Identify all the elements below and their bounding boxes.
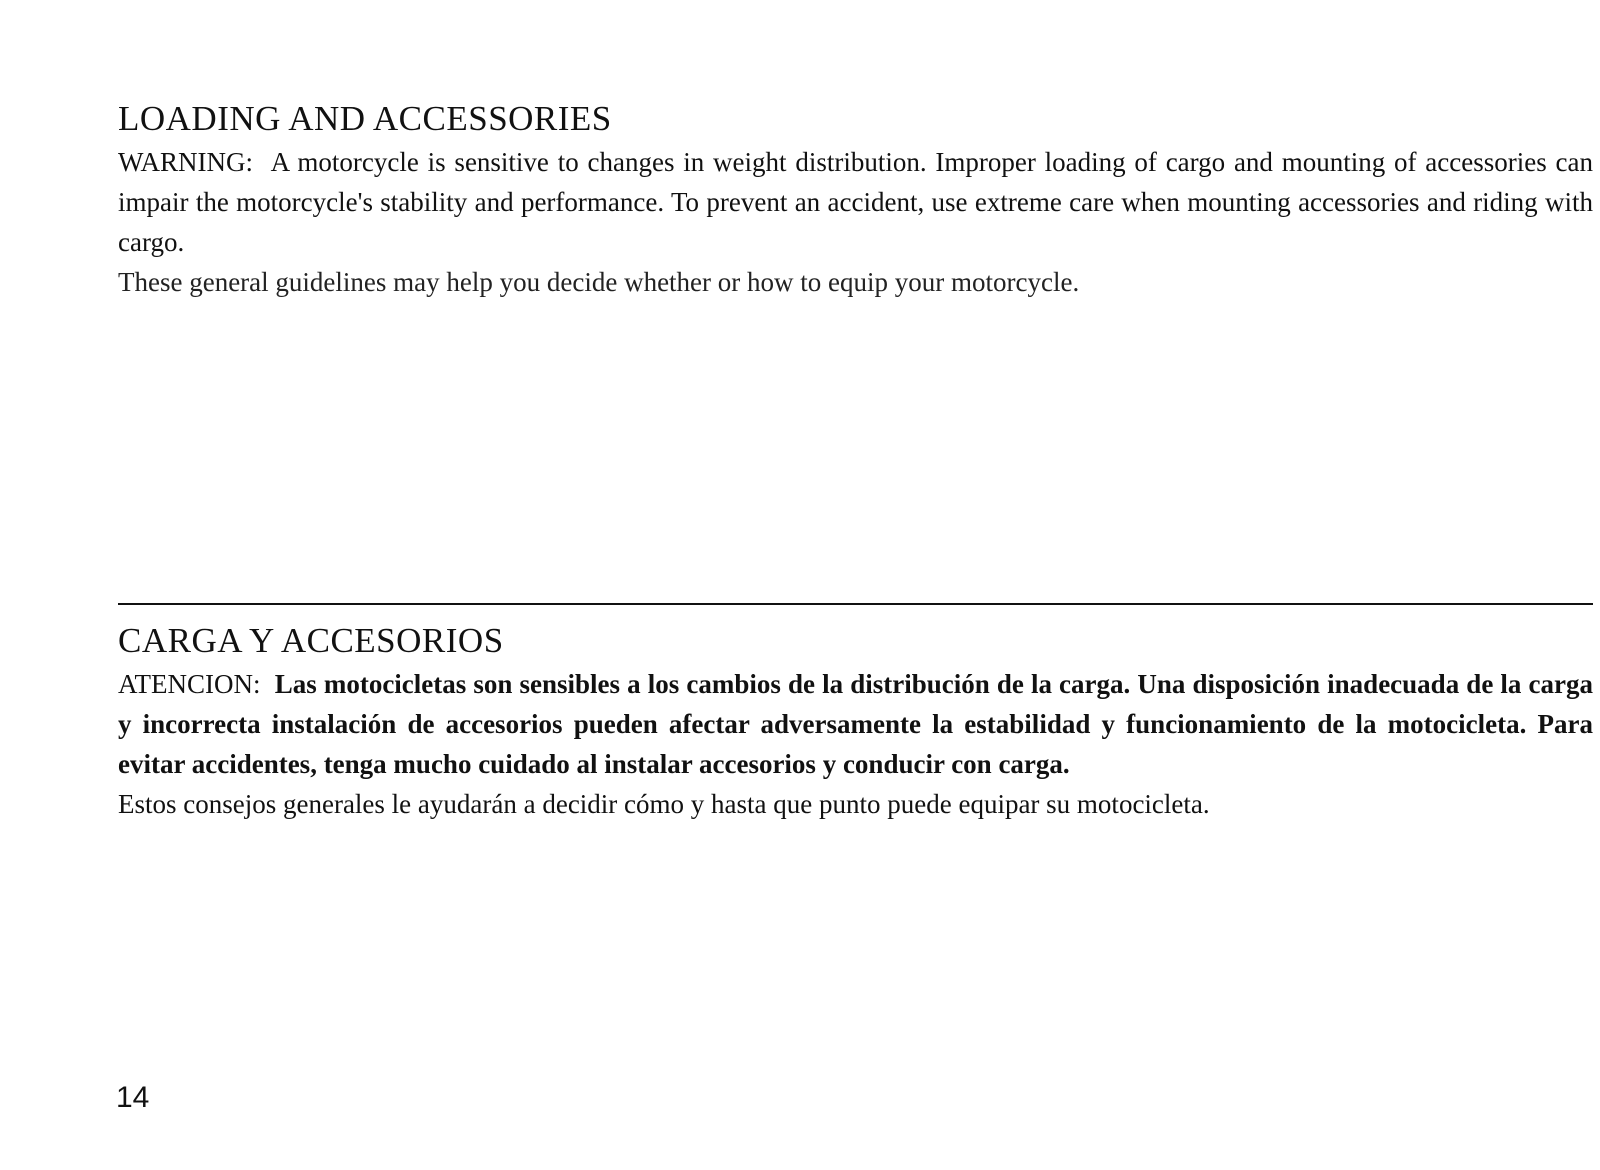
spanish-section [118, 620, 1593, 824]
english-warning-label: WARNING: [118, 147, 253, 177]
spanish-guidelines: Estos consejos generales le ayudarán a decidir cómo y hasta que punto puede equipar su motocicleta. [118, 789, 1210, 819]
english-section [118, 98, 1593, 302]
spanish-heading: CARGA Y ACCESORIOS [118, 621, 504, 660]
spanish-warning-text: Las motocicletas son sensibles a los cambios de la distribución de la carga. Una disposición inadecuada de la carga y incorrecta instalación de accesorios pueden afectar adversamente la estabilidad y funcionamiento de la motocicleta. Para evitar accidentes, tenga mucho cuidado al instalar accesorios y conducir con carga. [118, 669, 1593, 779]
page-number: 14 [116, 1081, 150, 1114]
english-guidelines: These general guidelines may help you decide whether or how to equip your motorcycle. [118, 267, 1080, 297]
english-warning-text: A motorcycle is sensitive to changes in weight distribution. Improper loading of cargo and mounting of accessories can impair the motorcycle's stability and performance. To prevent an accident, use extreme care when mounting accessories and riding with cargo. [118, 147, 1594, 257]
english-warning [118, 142, 1593, 262]
spanish-warning [118, 664, 1593, 784]
spanish-warning-label: ATENCION: [118, 669, 261, 699]
section-divider [118, 603, 1593, 605]
english-heading: LOADING AND ACCESSORIES [118, 99, 612, 138]
